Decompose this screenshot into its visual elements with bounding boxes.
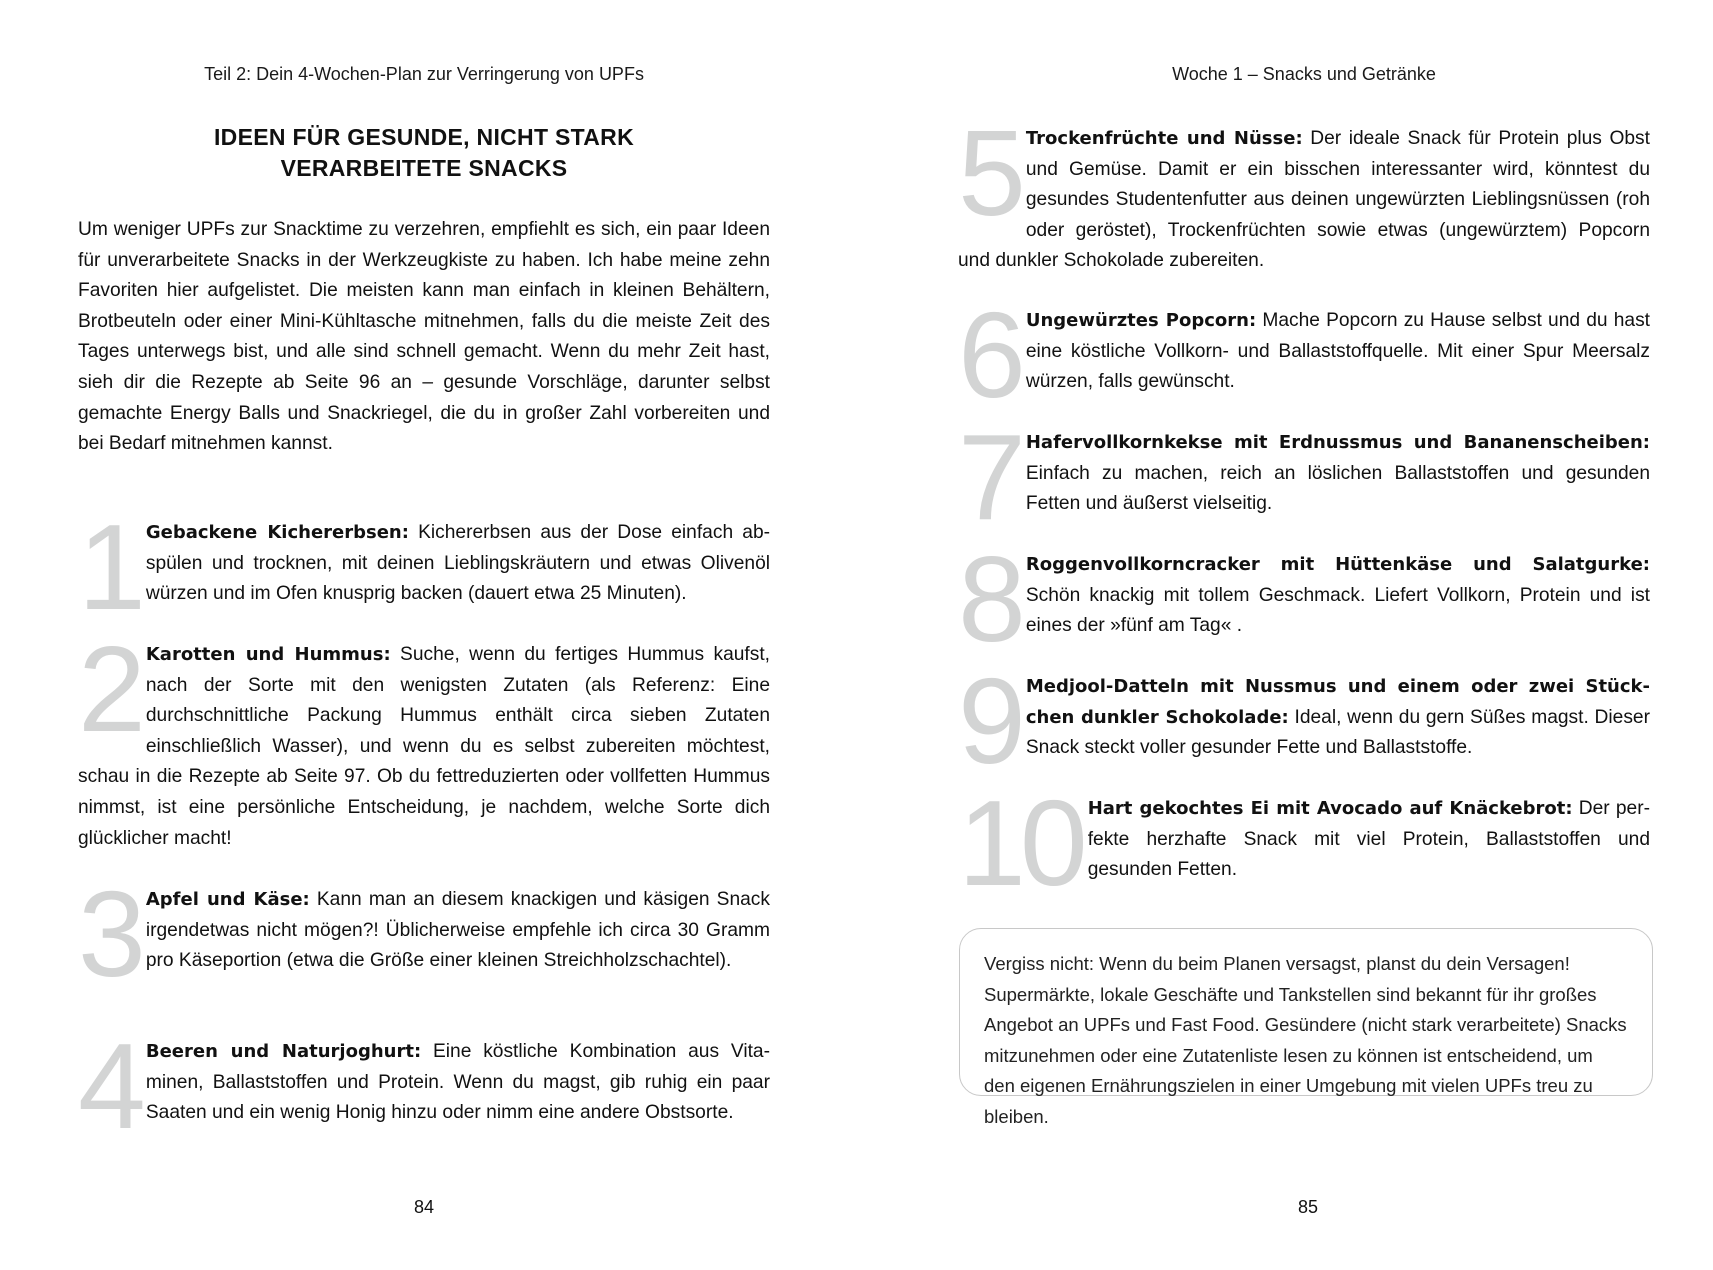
- snack-item-9: [958, 653, 1650, 789]
- item-number: 3: [78, 866, 140, 1002]
- item-number: 1: [78, 499, 140, 635]
- snack-item-4: [78, 1018, 770, 1154]
- item-text: Kichererbsen aus der Dose einfach abspülen und trocknen, mit deinen Lieblingskräutern und etwas Olivenöl würzen und im Ofen knusprig backen (dauert etwa 25 Minuten).: [145, 522, 771, 605]
- item-number: 5: [958, 105, 1020, 241]
- left-page: [0, 0, 856, 1270]
- title-line-1: IDEEN FÜR GESUNDE, NICHT STARK: [213, 124, 635, 150]
- item-text: Schön knackig mit tollem Geschmack. Liefert Vollkorn, Protein und ist eines der »fünf am Tag« .: [1025, 584, 1650, 637]
- item-heading: Beeren und Naturjoghurt:: [145, 1041, 422, 1062]
- item-heading: Gebackene Kichererbsen:: [145, 522, 409, 543]
- item-text: Suche, wenn du fertiges Hummus kaufst, nach der Sorte mit den wenigsten Zutaten (als Referenz: Eine durchschnittliche Packung Hummus enthält circa sieben Zutaten einschließlich Wasser), und wenn du es selbst zubereiten möchtest, schau in die Rezepte ab Seite 97. Ob du fettreduzierten oder vollfetten Hummus nimmst, ist eine persönliche Entscheidung, je nachdem, welche Sorte dich glücklicher macht!: [78, 644, 771, 849]
- item-number: 7: [958, 409, 1020, 545]
- item-heading: Trockenfrüchte und Nüsse:: [1025, 128, 1303, 149]
- title-line-2: VERARBEITETE SNACKS: [280, 155, 568, 181]
- item-text: Der ideale Snack für Protein plus Obst und Gemüse. Damit er ein bisschen interessanter wird, könntest du gesundes Studentenfutter aus deinen ungewürzten Lieblingsnüssen (roh oder geröstet), Trockenfrüchten sowie etwas (ungewürztem) Popcorn und dunkler Schokolade zubereiten.: [958, 128, 1650, 272]
- item-number: 8: [958, 531, 1020, 667]
- snack-item-7: [958, 409, 1650, 545]
- item-number: 10: [958, 775, 1082, 911]
- running-head: Woche 1 – Snacks und Getränke: [1172, 64, 1436, 84]
- snack-item-2: [78, 621, 771, 854]
- page-number: 84: [413, 1197, 435, 1217]
- snack-item-1: [78, 499, 771, 635]
- snack-item-6: [958, 287, 1650, 423]
- item-number: 9: [958, 653, 1020, 789]
- item-heading: Apfel und Käse:: [145, 889, 310, 910]
- item-text: Eine köstliche Kombination aus Vitaminen, Ballaststoffen und Protein. Wenn du magst, gib ruhig ein paar Saaten und ein wenig Honig hinzu oder nimm eine andere Obstsorte.: [145, 1041, 770, 1124]
- snack-item-5: [958, 105, 1650, 277]
- item-heading: Hart gekochtes Ei mit Avocado auf Knäckebrot:: [1087, 798, 1573, 819]
- running-head: Teil 2: Dein 4-Wochen-Plan zur Verringerung von UPFs: [204, 64, 644, 84]
- snack-item-8: [958, 531, 1650, 667]
- section-title: [78, 122, 770, 184]
- item-heading: Medjool-Datteln mit Nussmus und einem oder zwei Stückchen dunkler Schokolade:: [1025, 676, 1650, 728]
- page-number: 85: [1297, 1197, 1319, 1217]
- item-heading: Ungewürztes Popcorn:: [1025, 310, 1257, 331]
- item-text: Ideal, wenn du gern Süßes magst. Dieser Snack steckt voller gesunder Fette und Ballaststoffe.: [1025, 706, 1650, 759]
- item-heading: Roggenvollkorncracker mit Hüttenkäse und Salatgurke:: [1025, 554, 1650, 575]
- snack-item-10: [958, 775, 1651, 911]
- item-text: Kann man an diesem knackigen und käsigen Snack irgendetwas nicht mögen?! Üblicherweise empfehle ich circa 30 Gramm pro Käseportion (etwa die Größe einer kleinen Streichholzschachtel).: [145, 889, 770, 972]
- item-heading: Hafervollkornkekse mit Erdnussmus und Bananenscheiben:: [1025, 432, 1650, 453]
- reminder-box: Vergiss nicht: Wenn du beim Planen versagst, planst du dein Versagen! Supermärkte, lokale Geschäfte und Tankstellen sind bekannt für ihr großes Angebot an UPFs und Fast Food. Gesündere (nicht stark verarbeitete) Snacks mitzunehmen oder eine Zutatenliste lesen zu können ist entscheidend, um den eigenen Ernährungszielen in einer Umgebung mit vielen UPFs treu zu bleiben.: [959, 928, 1653, 1096]
- item-text: Mache Popcorn zu Hause selbst und du hast eine köstliche Vollkorn- und Ballaststoffquelle. Mit einer Spur Meersalz würzen, falls gewünscht.: [1025, 310, 1650, 393]
- intro-paragraph: Um weniger UPFs zur Snacktime zu verzehren, empfiehlt es sich, ein paar Ideen für unverarbeitete Snacks in der Werkzeugkiste zu haben. Ich habe meine zehn Favoriten hier aufgelistet. Die meisten kann man einfach in kleinen Behältern, Brotbeuteln oder einer Mini-Kühltasche mitnehmen, falls du die meiste Zeit des Tages unterwegs bist, und alle sind schnell gemacht. Wenn du mehr Zeit hast, sieh dir die Rezepte ab Seite 96 an – gesunde Vorschläge, darunter selbst gemachte Energy Balls und Snackriegel, die du in großer Zahl vorbereiten und bei Bedarf mitnehmen kannst.: [78, 219, 770, 455]
- item-text: Der perfekte herzhafte Snack mit viel Protein, Ballaststoffen und gesunden Fetten.: [1087, 798, 1651, 881]
- item-number: 2: [78, 621, 140, 757]
- snack-item-3: [78, 866, 770, 1002]
- right-page: [856, 0, 1713, 1270]
- item-heading: Karotten und Hummus:: [145, 644, 391, 665]
- item-number: 4: [78, 1018, 140, 1154]
- item-text: Einfach zu machen, reich an löslichen Ballaststoffen und gesunden Fetten und äußerst vielseitig.: [1025, 462, 1650, 515]
- item-number: 6: [958, 287, 1020, 423]
